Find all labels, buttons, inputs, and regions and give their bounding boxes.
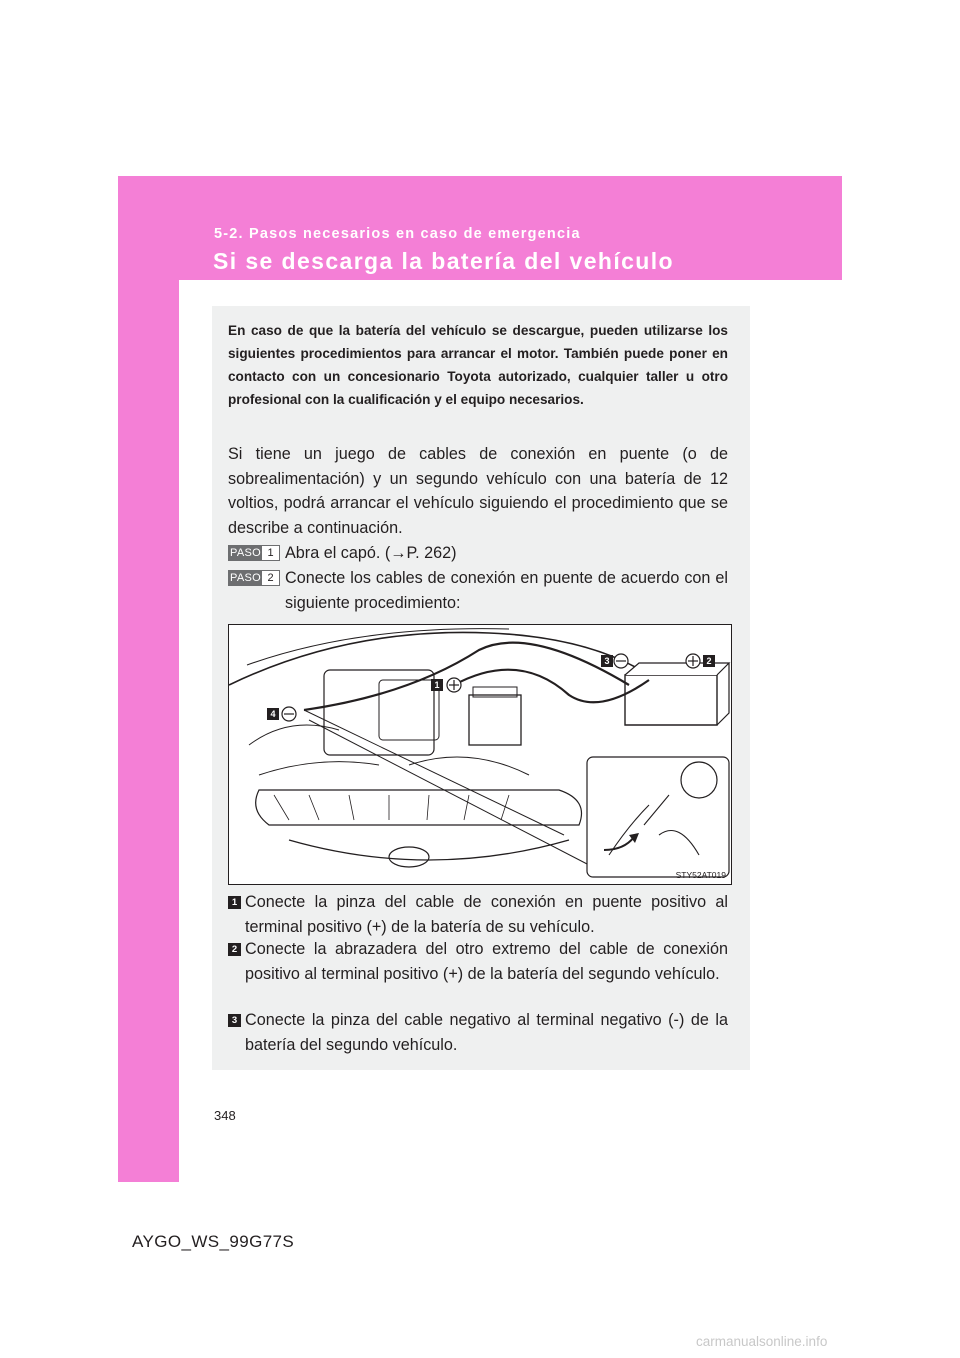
engine-bay-illustration	[228, 624, 732, 885]
jump-start-diagram	[229, 625, 732, 885]
figure-code: STY52AT019	[675, 870, 726, 880]
numbered-item-2	[228, 937, 728, 986]
hood-edge-inner	[247, 629, 509, 665]
numbered-text: Conecte la abrazadera del otro extremo del cable de conexión positivo al terminal positivo (+) de la batería del segundo vehículo.	[245, 940, 728, 983]
page-title: Si se descarga la batería del vehículo	[213, 248, 675, 274]
numbered-text: Conecte la pinza del cable de conexión en puente positivo al terminal positivo (+) de la batería de su vehículo.	[245, 893, 728, 936]
detail-inset	[587, 757, 729, 877]
intro-paragraph: En caso de que la batería del vehículo se descargue, pueden utilizarse los siguientes procedimientos para arrancar el motor. También puede poner en contacto con un concesionario Toyota autorizado, cualquier taller u otro profesional con la cualificación y el equipo necesarios.	[228, 323, 728, 407]
step-1	[228, 541, 728, 566]
step-badge-label: PASO	[230, 572, 261, 584]
leader-line	[309, 720, 589, 865]
emblem	[389, 847, 429, 867]
document-code: AYGO_WS_99G77S	[132, 1232, 295, 1251]
grille-slats	[274, 795, 509, 820]
callout-3-number: 3	[604, 656, 610, 666]
paragraph-jump-start: Si tiene un juego de cables de conexión en puente (o de sobrealimentación) y un segundo vehículo con una batería de 12 voltios, podrá arrancar el vehículo siguiendo el procedimiento que se describe a continuación.	[228, 445, 728, 537]
numbered-item-3	[228, 1008, 728, 1057]
number-badge: 3	[228, 1014, 241, 1027]
step-badge-number: 2	[262, 571, 279, 585]
step-2	[228, 566, 728, 615]
page-number: 348	[214, 1108, 236, 1123]
step-badge	[228, 570, 280, 586]
numbered-item-1	[228, 890, 728, 939]
step-text: Abra el capó. (→P. 262)	[285, 544, 457, 562]
step-text: Conecte los cables de conexión en puente de acuerdo con el siguiente procedimiento:	[285, 569, 728, 612]
callout-2-number: 2	[706, 656, 712, 666]
step-badge-label: PASO	[230, 547, 261, 559]
numbered-text: Conecte la pinza del cable negativo al terminal negativo (-) de la batería del segundo vehículo.	[245, 1011, 728, 1054]
engine-cover	[379, 680, 439, 740]
side-band	[118, 280, 179, 1182]
watermark: carmanualsonline.info	[696, 1334, 828, 1349]
step-badge-number: 1	[262, 546, 279, 560]
car-battery	[469, 695, 521, 745]
callout-4-number: 4	[270, 709, 276, 719]
section-label: 5-2. Pasos necesarios en caso de emergencia	[214, 226, 581, 242]
callout-1-number: 1	[434, 680, 440, 690]
number-badge: 2	[228, 943, 241, 956]
hood-edge	[229, 632, 649, 685]
step-badge	[228, 545, 280, 561]
second-battery	[625, 675, 717, 725]
number-badge: 1	[228, 896, 241, 909]
